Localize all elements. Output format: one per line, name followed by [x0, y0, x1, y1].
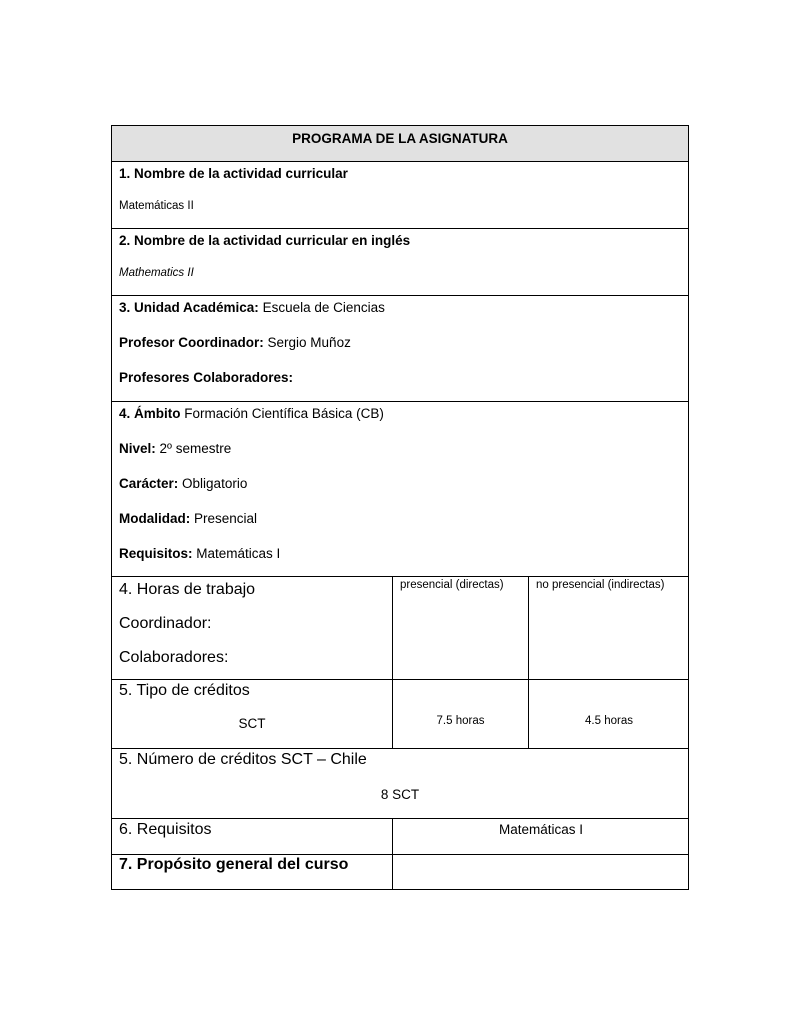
section-academic-unit: [112, 296, 688, 402]
requirements-row: [112, 819, 688, 855]
academic-unit-line: [119, 300, 385, 315]
character-line: [119, 476, 247, 491]
column-divider: [392, 855, 393, 889]
section-scope: [112, 402, 688, 577]
activity-name-english-label: 2. Nombre de la actividad curricular en inglés: [119, 233, 411, 248]
title-row: [112, 126, 688, 162]
activity-name-value: Matemáticas II: [119, 200, 194, 212]
document-title: PROGRAMA DE LA ASIGNATURA: [292, 131, 508, 146]
work-hours-collaborators: Colaboradores:: [119, 649, 229, 666]
collaborators-label: Profesores Colaboradores:: [119, 370, 294, 385]
credit-type-row: [112, 680, 688, 749]
prerequisites-value: Matemáticas I: [196, 546, 281, 561]
column-divider: [392, 680, 393, 748]
scope-line: [119, 406, 384, 421]
presencial-hours: 7.5 horas: [436, 715, 485, 727]
academic-unit-value: Escuela de Ciencias: [262, 300, 385, 315]
section-activity-name-english: [112, 229, 688, 296]
work-hours-row: [112, 577, 688, 680]
academic-unit-label: 3. Unidad Académica:: [119, 300, 259, 315]
requirements-value: Matemáticas I: [498, 822, 584, 837]
modality-value: Presencial: [194, 511, 258, 526]
coordinator-line: [119, 335, 351, 350]
coordinator-value: Sergio Muñoz: [267, 335, 351, 350]
column-divider: [528, 680, 529, 748]
course-program-table: [111, 125, 689, 890]
prerequisites-label: Requisitos:: [119, 546, 193, 561]
modality-line: [119, 511, 257, 526]
presencial-header: presencial (directas): [400, 579, 504, 591]
requirements-label: 6. Requisitos: [119, 821, 212, 838]
work-hours-coordinator: Coordinador:: [119, 615, 212, 632]
prerequisites-line: [119, 546, 280, 561]
activity-name-english-value: Mathematics II: [119, 267, 194, 279]
section-activity-name: [112, 162, 688, 229]
level-label: Nivel:: [119, 441, 156, 456]
credit-count-row: [112, 749, 688, 819]
credit-count-label: 5. Número de créditos SCT – Chile: [119, 751, 367, 768]
credit-count-value: 8 SCT: [380, 787, 420, 802]
character-label: Carácter:: [119, 476, 179, 491]
coordinator-label: Profesor Coordinador:: [119, 335, 264, 350]
character-value: Obligatorio: [182, 476, 248, 491]
scope-value: Formación Científica Básica (CB): [184, 406, 384, 421]
level-line: [119, 441, 231, 456]
column-divider: [392, 577, 393, 679]
activity-name-label: 1. Nombre de la actividad curricular: [119, 166, 348, 181]
course-purpose-label: 7. Propósito general del curso: [119, 856, 349, 873]
course-purpose-row: [112, 855, 688, 889]
work-hours-label: 4. Horas de trabajo: [119, 581, 256, 598]
no-presencial-header: no presencial (indirectas): [536, 579, 665, 591]
credit-type-value: SCT: [238, 716, 266, 731]
modality-label: Modalidad:: [119, 511, 191, 526]
credit-type-label: 5. Tipo de créditos: [119, 682, 250, 699]
level-value: 2º semestre: [159, 441, 232, 456]
scope-label: 4. Ámbito: [119, 406, 181, 421]
column-divider: [528, 577, 529, 679]
no-presencial-hours: 4.5 horas: [585, 715, 633, 727]
